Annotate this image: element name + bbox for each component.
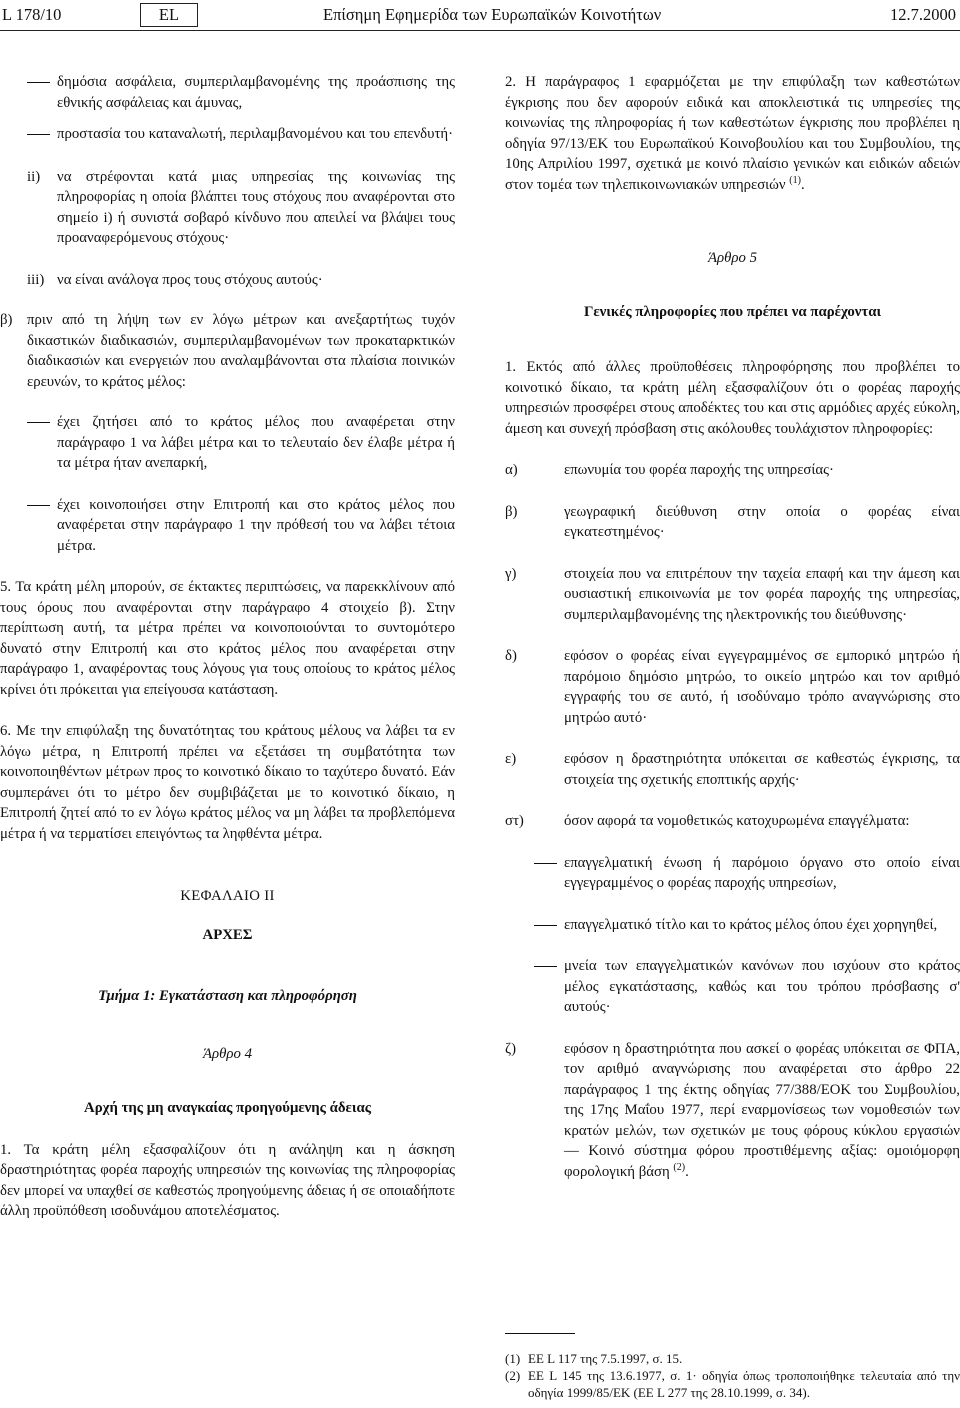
- chapter-title: ΑΡΧΕΣ: [202, 926, 253, 943]
- list-item-e: [505, 749, 960, 790]
- dash-mark: [27, 422, 50, 423]
- item-label: δ): [505, 648, 517, 664]
- item-text: στοιχεία που να επιτρέπουν την ταχεία επαφή και την άμεση και ουσιαστική επικοινωνία με τον φορέα παροχής της υπηρεσίας, συμπεριλαμβανομένης της ηλεκτρονικής του διεύθυνσης·: [564, 565, 960, 623]
- article-title: Γενικές πληροφορίες που πρέπει να παρέχονται: [583, 303, 882, 320]
- item-label: α): [505, 462, 518, 478]
- article-heading: Άρθρο 5: [707, 250, 757, 266]
- item-label: γ): [505, 565, 517, 582]
- item-label: β): [505, 503, 518, 520]
- paragraph-2-text: 2. Η παράγραφος 1 εφαρμόζεται με την επιφύλαξη των καθεστώτων έγκρισης που δεν αφορούν ειδικά και αποκλειστικά τις υπηρεσίες της κοινωνίας της πληροφορίας ή των καθεστώτων έγκρισης που προβλέπει η οδηγία 97/13/ΕΚ του Ευρωπαϊκού Κοινοβουλίου και του Συμβουλίου, της 10ης Απριλίου 1997, σχετικά με κοινό πλαίσιο γενικών και ειδικών αδειών στον τομέα των τηλεπικοινωνιακών υπηρεσιών: [505, 74, 960, 193]
- section-heading: Τμήμα 1: Εγκατάσταση και πληροφόρηση: [98, 988, 357, 1004]
- item-label: ε): [505, 751, 517, 767]
- footnote-rule: [505, 1333, 575, 1334]
- item-label: στ): [505, 813, 524, 829]
- dash-text: μνεία των επαγγελματικών κανόνων που ισχύουν στο κράτος μέλος εγκατάστασης, καθώς και του τρόπου πρόσβασης σ' αυτούς·: [564, 958, 960, 1015]
- list-item-c: [505, 564, 960, 626]
- dash-text: προστασία του καταναλωτή, περιλαμβανομένου και του επενδυτή·: [57, 126, 454, 142]
- paragraph-1: 1. Τα κράτη μέλη εξασφαλίζουν ότι η ανάληψη και η άσκηση δραστηριότητας φορέα παροχής υπηρεσιών της κοινωνίας της πληροφορίας δεν μπορεί να υπαχθεί σε καθεστώς προηγούμενης άδειας ή σε οποιαδήποτε άλλη προϋπόθεση ισοδυνάμου αποτελέσματος.: [0, 1141, 455, 1219]
- footnote-ref: (2): [673, 1161, 686, 1173]
- item-text: επωνυμία του φορέα παροχής της υπηρεσίας·: [564, 462, 834, 478]
- footnote-label: (2): [505, 1368, 521, 1383]
- item-label: ζ): [505, 1040, 517, 1057]
- list-item-b: [505, 502, 960, 543]
- dash-item: [0, 72, 455, 113]
- dash-mark: [534, 925, 557, 926]
- page-header: [0, 0, 960, 30]
- paragraph-6: 6. Με την επιφύλαξη της δυνατότητας του κράτους μέλους να λάβει τα εν λόγω μέτρα, η Επιτροπή πρέπει να εξετάσει τη συμβατότητα των κοινοποιηθέντων μέτρων προς το κοινοτικό δίκαιο το ταχύτερο δυνατό. Εάν συμπεράνει ότι το μέτρο δεν συμβιβάζεται με το κοινοτικό δίκαιο, η Επιτροπή ζητεί από το εν λόγω κράτος μέλος να μη λάβει τα προβλεπόμενα μέτρα ή να τερματίσει επειγόντως τα ληφθέντα μέτρα.: [0, 723, 455, 842]
- paragraph-1: 1. Εκτός από άλλες προϋποθέσεις πληροφόρησης που προβλέπει το κοινοτικό δίκαιο, τα κράτη μέλη εξασφαλίζουν ότι ο φορέας παροχής υπηρεσιών προσφέρει στους αποδέκτες του και στις αρμόδιες αρχές εύκολη, άμεση και συνεχή πρόσβαση στις ακόλουθες τουλάχιστον πληροφορίες:: [505, 359, 960, 437]
- dash-text: έχει ζητήσει από το κράτος μέλος που αναφέρεται στην παράγραφο 1 να λάβει μέτρα και το τελευταίο δεν έλαβε μέτρα ή τα μέτρα ήταν ανεπαρκή,: [57, 414, 455, 471]
- language-box: EL: [140, 3, 198, 27]
- item-label: β): [0, 312, 13, 328]
- dash-item: [0, 495, 455, 557]
- dash-text: έχει κοινοποιήσει στην Επιτροπή και στο κράτος μέλος που αναφέρεται στην παράγραφο 1 την πρόθεσή του να λάβει τέτοια μέτρα.: [57, 496, 455, 554]
- dash-mark: [27, 82, 50, 83]
- paragraph-5: 5. Τα κράτη μέλη μπορούν, σε έκτακτες περιπτώσεις, να παρεκκλίνουν από τους όρους που αναφέρονται στην παράγραφο 4 στοιχείο β). Στην περίπτωση αυτή, τα μέτρα πρέπει να κοινοποιούνται το συντομότερο δυνατό στην Επιτροπή και στο κράτος μέλος που αναφέρεται στην παράγραφο 1, αναφέροντας τους λόγους για τους οποίους το κράτος μέλος κρίνει ότι πρόκειται για επείγουσα κατάσταση.: [0, 579, 455, 698]
- item-text: να στρέφονται κατά μιας υπηρεσίας της κοινωνίας της πληροφορίας η οποία βλάπτει τους στόχους που αναφέρονται στο σημείο i) ή συνιστά σοβαρό κίνδυνο που απειλεί να βλάψει τους προαναφερόμενους στόχους·: [57, 168, 455, 246]
- dash-item: [0, 412, 455, 474]
- dash-mark: [27, 505, 50, 506]
- dash-item: [505, 915, 960, 936]
- dash-item: [505, 853, 960, 894]
- footnote-text: ΕΕ L 145 της 13.6.1977, σ. 1· οδηγία όπως τροποποιήθηκε τελευταία από την οδηγία 1999/85/ΕΚ (ΕΕ L 277 της 28.10.1999, σ. 34).: [528, 1368, 960, 1400]
- list-item-b: [0, 310, 455, 392]
- article-title: Αρχή της μη αναγκαίας προηγούμενης άδειας: [84, 1100, 371, 1116]
- dash-text: επαγγελματικό τίτλο και το κράτος μέλος όπου έχει χορηγηθεί,: [564, 916, 938, 933]
- left-column: [0, 72, 455, 1222]
- item-text: [564, 1039, 960, 1183]
- item-text-body: εφόσον η δραστηριότητα που ασκεί ο φορέας υπόκειται σε ΦΠΑ, τον αριθμό αναγνώρισης που αναφέρεται στο άρθρο 22 παράγραφος 1 της έκτης οδηγίας 77/388/ΕΟΚ του Συμβουλίου, της 17ης Μαΐου 1977, περί εναρμονίσεως των νομοθεσιών των κρατών μελών, των σχετικών με τους φόρους κύκλου εργασιών — Κοινό σύστημα φόρου προστιθέμενης αξίας: ομοιόμορφη φορολογική βάση: [564, 1040, 960, 1180]
- paragraph-2: [505, 72, 960, 195]
- journal-title: Επίσημη Εφημερίδα των Ευρωπαϊκών Κοινοτήτων: [323, 5, 662, 24]
- dash-text: δημόσια ασφάλεια, συμπεριλαμβανομένης της προάσπισης της εθνικής ασφάλειας και άμυνας,: [57, 74, 455, 111]
- publication-date: 12.7.2000: [890, 5, 956, 24]
- item-label: ii): [27, 168, 41, 185]
- dash-item: [0, 124, 455, 145]
- item-text: εφόσον η δραστηριότητα υπόκειται σε καθεστώς έγκρισης, τα στοιχεία της σχετικής εποπτικής αρχής·: [564, 751, 960, 788]
- footnote-text: ΕΕ L 117 της 7.5.1997, σ. 15.: [528, 1351, 683, 1366]
- item-text: όσον αφορά τα νομοθετικώς κατοχυρωμένα επαγγέλματα:: [564, 813, 910, 829]
- list-item-z: [505, 1039, 960, 1183]
- list-item-iii: [0, 270, 455, 291]
- dash-text: επαγγελματική ένωση ή παρόμοιο όργανο στο οποίο είναι εγγεγραμμένος ο φορέας παροχής υπηρεσίων,: [564, 854, 960, 891]
- footnote-label: (1): [505, 1351, 521, 1366]
- footnote-2: [505, 1367, 960, 1401]
- article-heading: Άρθρο 4: [202, 1045, 252, 1062]
- list-item-ii: [0, 167, 455, 249]
- item-label: iii): [27, 271, 45, 288]
- header-rule: [0, 30, 960, 31]
- list-item-d: [505, 646, 960, 728]
- period: .: [800, 176, 805, 193]
- chapter-heading: ΚΕΦΑΛΑΙΟ II: [180, 888, 275, 904]
- item-text: πριν από τη λήψη των εν λόγω μέτρων και ανεξαρτήτως τυχόν δικαστικών διαδικασιών, συμπεριλαμβανομένων των προκαταρκτικών διαδικασιών και ενεργειών που αναλαμβάνονται στα πλαίσια ποινικών ερευνών, το κράτος μέλος:: [27, 312, 455, 390]
- footnote-ref: (1): [789, 174, 801, 186]
- list-item-a: [505, 460, 960, 481]
- list-item-st: [505, 811, 960, 832]
- footnote-1: [505, 1350, 960, 1367]
- item-text: εφόσον ο φορέας είναι εγγεγραμμένος σε εμπορικό μητρώο ή παρόμοιο δημόσιο μητρώο, το οικείο μητρώο και τον αριθμό εγγραφής του σε αυτό, ή ισοδύναμο τρόπο αναγνώρισης στο μητρώο αυτό·: [564, 648, 960, 726]
- item-text: να είναι ανάλογα προς τους στόχους αυτούς·: [57, 271, 323, 288]
- dash-item: [505, 956, 960, 1018]
- dash-mark: [534, 966, 557, 967]
- journal-reference: L 178/10: [2, 5, 62, 24]
- item-text: γεωγραφική διεύθυνση στην οποία ο φορέας είναι εγκατεστημένος·: [564, 503, 960, 540]
- right-column: [505, 72, 960, 1182]
- dash-mark: [27, 134, 50, 135]
- dash-mark: [534, 863, 557, 864]
- period: .: [685, 1163, 689, 1180]
